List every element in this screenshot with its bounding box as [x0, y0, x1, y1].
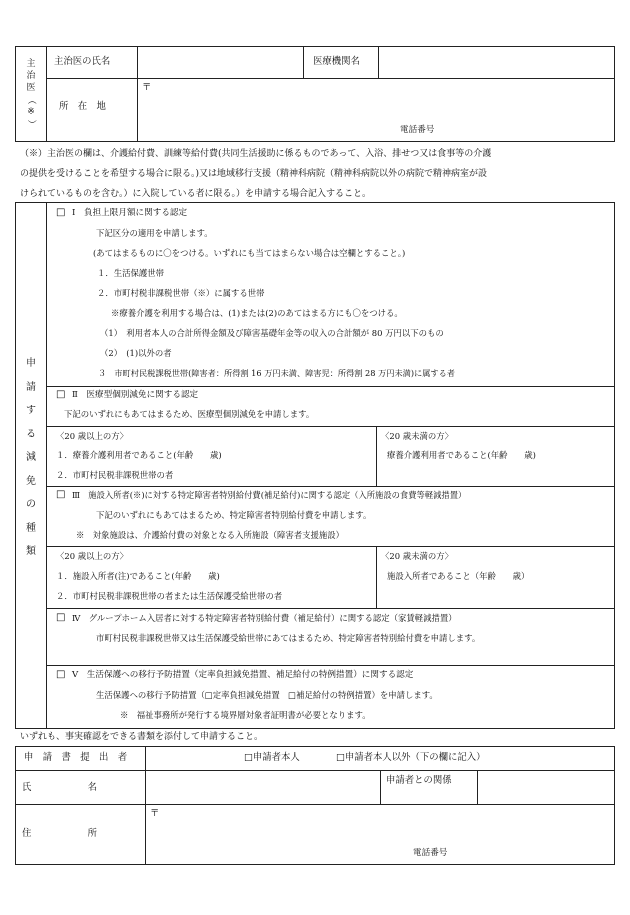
institution-label: 医療機関名: [313, 56, 360, 67]
submitter-phone-label: 電話番号: [413, 848, 448, 858]
section-I-line: 下記区分の適用を申請します。: [96, 228, 213, 238]
section-III-line: ※ 対象施設は、介護給付費の対象となる入所施設（障害者支援施設）: [76, 530, 344, 540]
checkbox-V[interactable]: □: [56, 669, 66, 680]
doctor-address-field[interactable]: [139, 80, 613, 140]
section-V-line: 生活保護への移行予防措置（□定率負担減免措置 □補足給付の特例措置）を申請します。: [96, 690, 438, 700]
section-I-title: Ⅰ 負担上限月額に関する認定: [72, 208, 188, 218]
section-V-line: ※ 福祉事務所が発行する境界層対象者証明書が必要となります。: [120, 710, 371, 720]
section-I-line: (あてはまるものに〇をつける。いずれにも当てはまらない場合は空欄とすること。): [93, 248, 406, 258]
divider: [477, 770, 478, 804]
section-I-line: ※療養介護を利用する場合は、(1)または(2)のあてはまる方にも〇をつける。: [111, 308, 403, 318]
checkbox-III[interactable]: □: [56, 489, 66, 500]
section-I-line: ３ 市町村民税課税世帯(障害者：所得割 16 万円未満、障害児：所得割 28 万円未満)に属する者: [98, 368, 455, 378]
section-II-under20-item: 療養介護利用者であること(年齢 歳): [387, 450, 536, 460]
checkbox-I[interactable]: □: [56, 207, 66, 218]
section-I-line: ２．市町村税非課税世帯（※）に属する世帯: [97, 288, 265, 298]
section-II-line: 下記のいずれにもあてはまるため、医療型個別減免を申請します。: [64, 409, 315, 419]
divider: [376, 426, 377, 486]
section-III-under20-header: 〈20 歳未満の方〉: [381, 551, 453, 561]
section-III-over20-header: 〈20 歳以上の方〉: [56, 551, 128, 561]
divider: [145, 746, 146, 865]
section-III-under20-item: 施設入所者であること（年齢 歳）: [387, 571, 530, 581]
divider: [137, 46, 138, 142]
option-other[interactable]: □申請者本人以外（下の欄に記入）: [336, 752, 486, 763]
divider: [46, 202, 47, 729]
section-I-line: （1） 利用者本人の合計所得金額及び障害基礎年金等の収入の合計額が 80 万円以下のもの: [100, 328, 444, 338]
divider: [46, 608, 615, 609]
section-II-over20-item: ２．市町村民税非課税世帯の者: [56, 470, 174, 480]
section-I-line: １．生活保護世帯: [97, 268, 164, 278]
divider: [303, 46, 304, 78]
divider: [378, 46, 379, 78]
divider: [376, 546, 377, 608]
section-II-under20-header: 〈20 歳未満の方〉: [381, 431, 453, 441]
attachment-note: いずれも、事実確認をできる書類を添付して申請すること。: [20, 732, 264, 742]
divider: [46, 78, 615, 79]
divider: [46, 546, 615, 547]
section-IV-line: 市町村民税非課税世帯又は生活保護受給世帯にあてはまるため、特定障害者特別給付費を申請します。: [96, 633, 481, 643]
submitter-name-label: 氏 名: [22, 782, 98, 793]
submitter-label: 申 請 書 提 出 者: [24, 752, 128, 763]
divider: [46, 386, 615, 387]
divider: [46, 486, 615, 487]
section-III-over20-item: １．施設入所者(注)であること(年齢 歳): [56, 571, 220, 581]
relation-field[interactable]: [479, 772, 613, 802]
divider: [46, 665, 615, 666]
section-II-over20-header: 〈20 歳以上の方〉: [56, 431, 128, 441]
section-IV-title: Ⅳ グループホーム入居者に対する特定障害者特別給付費（補足給付）に関する認定（家賃軽減措置）: [72, 613, 457, 623]
reduction-section: [15, 202, 615, 729]
doctor-name-field[interactable]: [139, 48, 301, 76]
option-self[interactable]: □申請者本人: [244, 752, 300, 763]
divider: [15, 770, 615, 771]
doctor-side-label: 主 治 医 （ ※ ）: [26, 59, 36, 129]
section-II-over20-item: １．療養介護利用者であること(年齢 歳): [56, 450, 222, 460]
divider: [46, 46, 47, 142]
doctor-address-label: 所 在 地: [59, 101, 106, 112]
checkbox-IV[interactable]: □: [56, 612, 66, 623]
submitter-address-field[interactable]: [147, 806, 613, 863]
doctor-name-label: 主治医の氏名: [54, 56, 111, 67]
section-II-title: Ⅱ 医療型個別減免に関する認定: [72, 390, 199, 400]
reduction-side-label: 申 請 す る 減 免 の 種 類: [26, 358, 36, 557]
doctor-note: （※）主治医の欄は、介護給付費、訓練等給付費(共同生活援助に係るものであって、入浴、排せつ又は食事等の介護 の提供を受けることを希望する場合に限る。)又は地域移行支援（精神科病院（精神科病院以外の病院で精神病室が設 けられているものを含む。）に入院している者に限る。）を申請する場合記入すること。: [20, 149, 492, 199]
submitter-name-field[interactable]: [147, 772, 378, 802]
relation-label: 申請者との関係: [386, 775, 452, 786]
section-III-over20-item: ２．市町村民税非課税世帯の者または生活保護受給世帯の者: [56, 591, 283, 601]
doctor-phone-label: 電話番号: [400, 125, 435, 135]
divider: [46, 426, 615, 427]
section-III-line: 下記のいずれにもあてはまるため、特定障害者特別給付費を申請します。: [96, 510, 372, 520]
section-III-title: Ⅲ 施設入所者(※)に対する特定障害者特別給付費(補足給付)に関する認定（入所施設の食費等軽減措置）: [72, 490, 467, 500]
postal-mark: 〒: [142, 82, 152, 93]
submitter-address-label: 住 所: [22, 828, 98, 839]
checkbox-II[interactable]: □: [56, 389, 66, 400]
section-V-title: Ⅴ 生活保護への移行予防措置（定率負担減免措置、補足給付の特例措置）に関する認定: [72, 670, 414, 680]
divider: [380, 770, 381, 804]
submitter-postal-mark: 〒: [150, 808, 160, 819]
divider: [15, 804, 615, 805]
section-I-line: （2） (1)以外の者: [100, 348, 172, 358]
institution-field[interactable]: [380, 48, 613, 76]
